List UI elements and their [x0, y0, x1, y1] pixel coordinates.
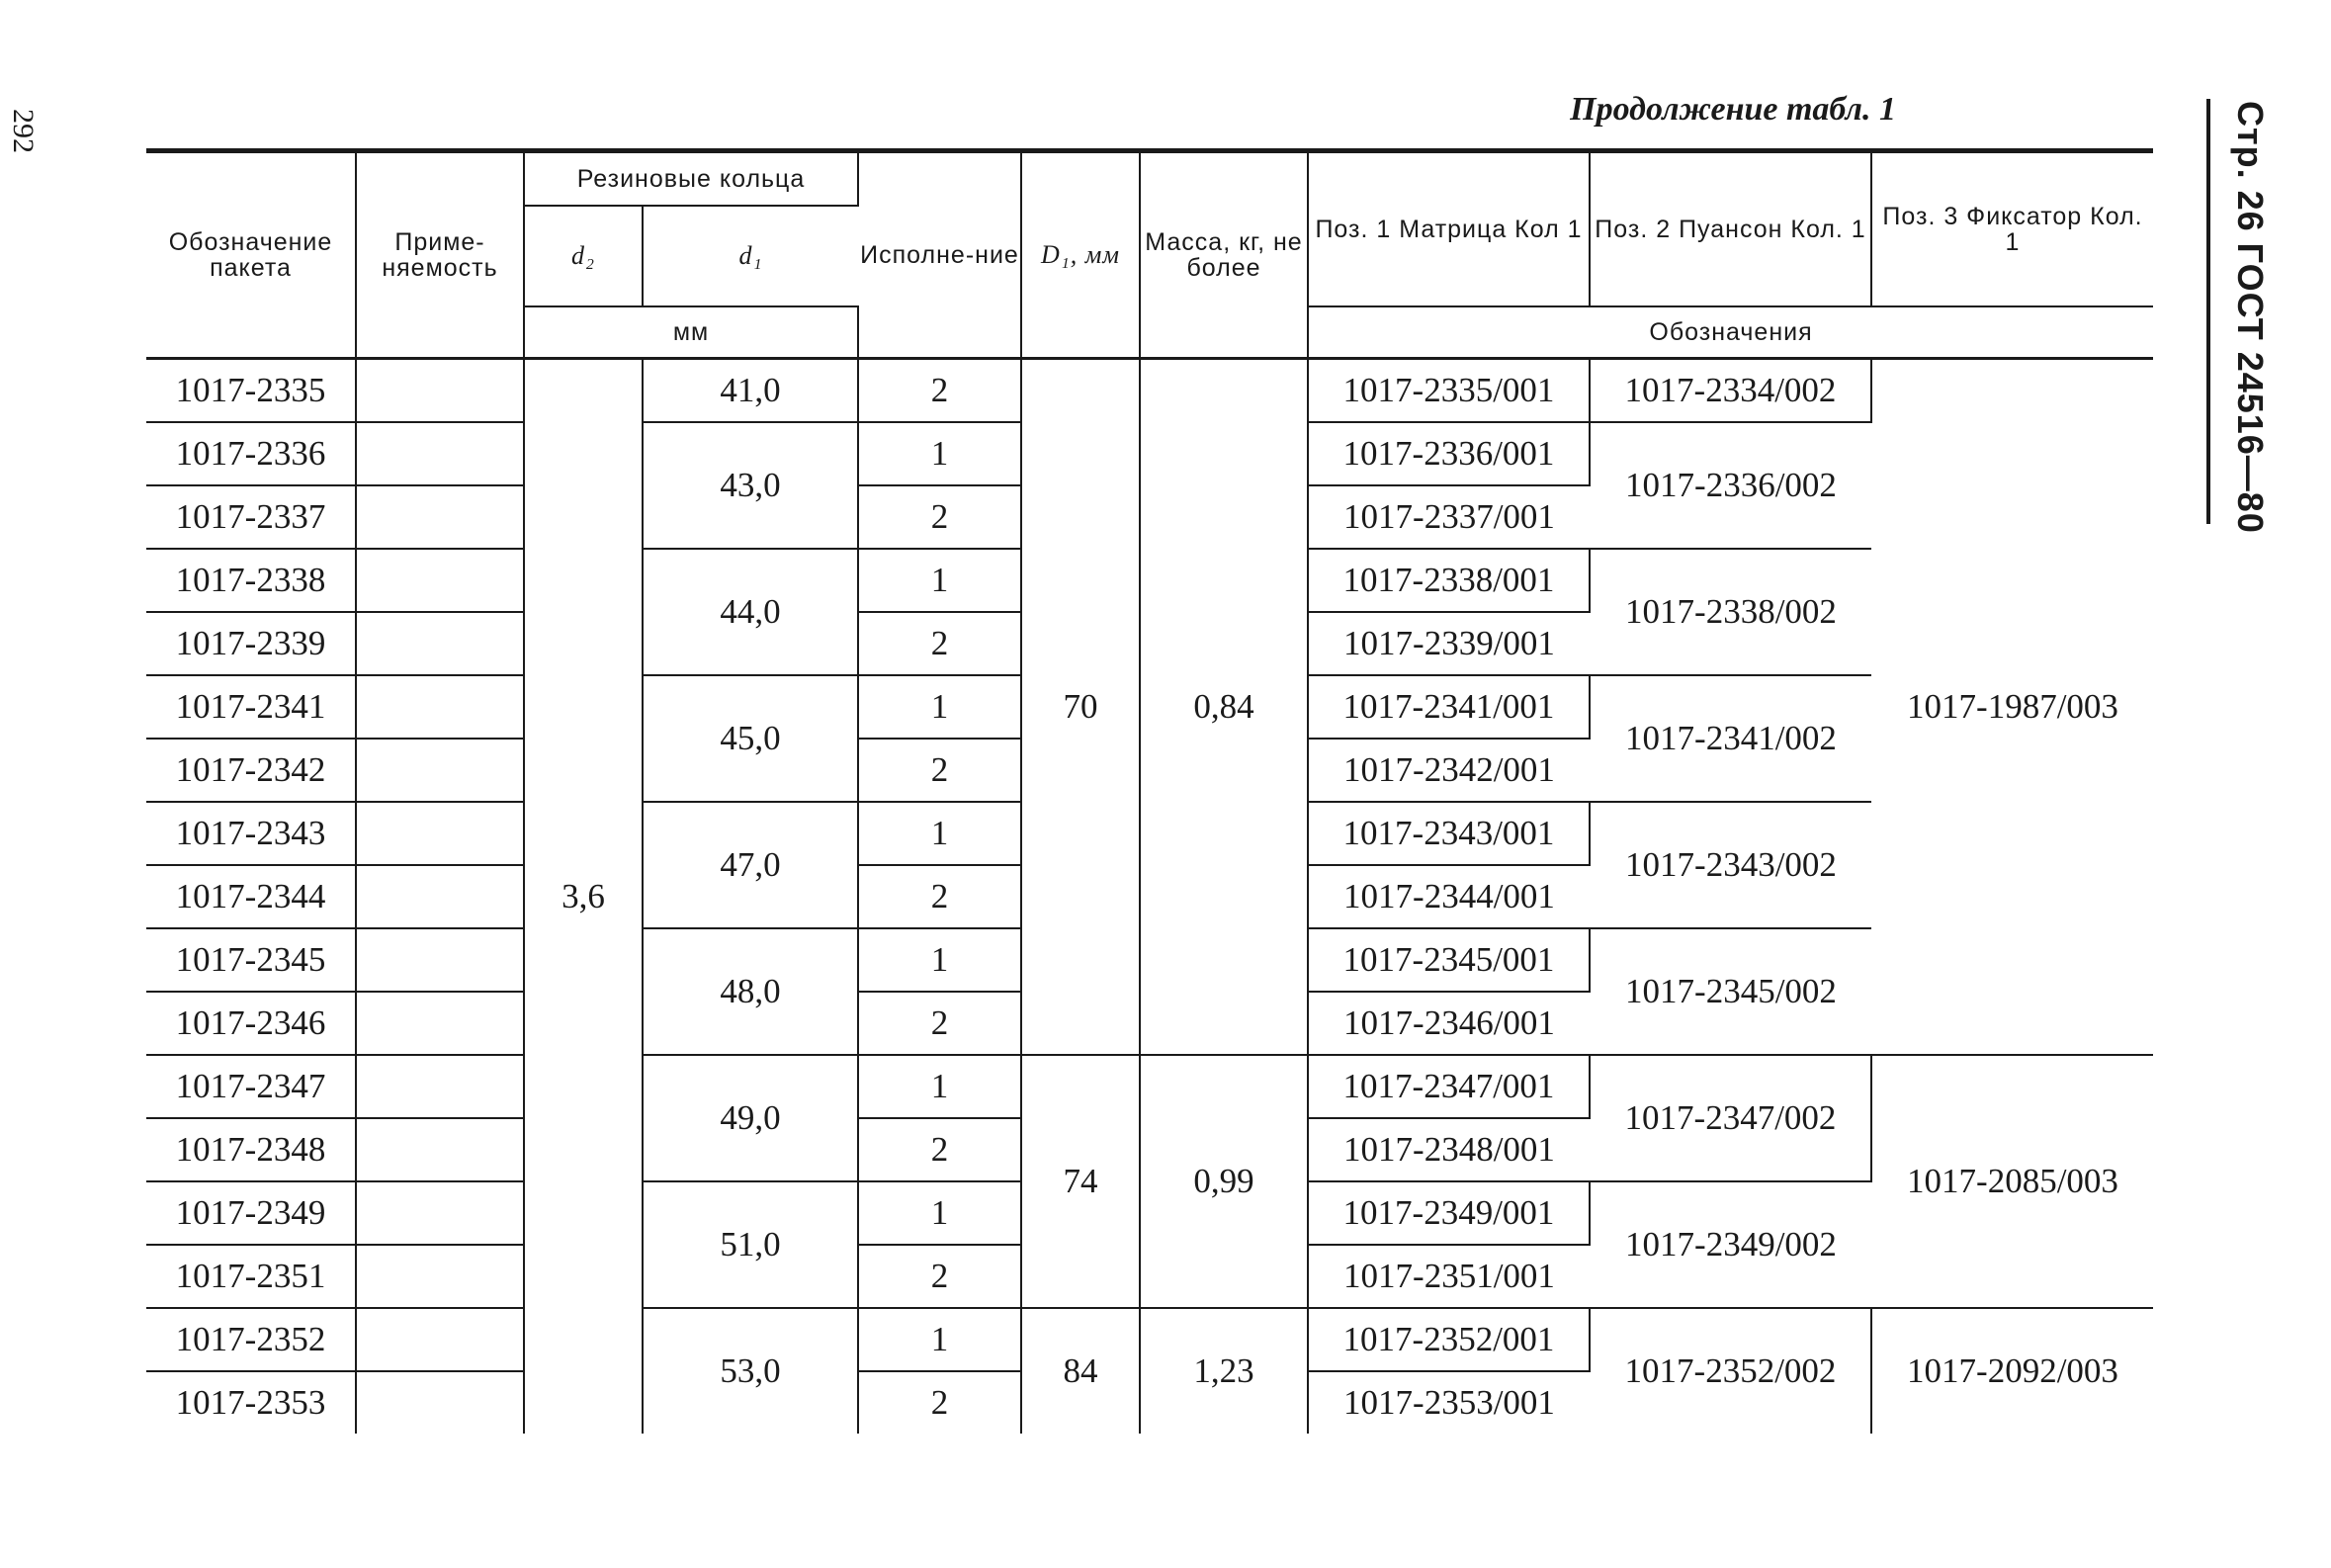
row-designation: 1017-2343 — [146, 802, 356, 865]
row-applicability — [356, 992, 524, 1055]
row-designation: 1017-2342 — [146, 739, 356, 802]
row-applicability — [356, 1371, 524, 1434]
row-version: 2 — [858, 359, 1021, 423]
pos2-cell: 1017-2352/002 — [1590, 1308, 1871, 1434]
row-designation: 1017-2338 — [146, 549, 356, 612]
row-pos1: 1017-2344/001 — [1308, 865, 1590, 928]
row-applicability — [356, 549, 524, 612]
row-pos1: 1017-2336/001 — [1308, 422, 1590, 485]
d1-cell: 47,0 — [643, 802, 858, 928]
row-pos1: 1017-2342/001 — [1308, 739, 1590, 802]
row-pos1: 1017-2345/001 — [1308, 928, 1590, 992]
row-applicability — [356, 359, 524, 423]
header-rubber-rings: Резиновые кольца — [524, 151, 858, 207]
header-designations: Обозначения — [1308, 306, 2153, 359]
row-designation: 1017-2339 — [146, 612, 356, 675]
row-version: 2 — [858, 1118, 1021, 1181]
parts-table — [146, 148, 2153, 1434]
row-pos1: 1017-2339/001 — [1308, 612, 1590, 675]
header-D1 — [1021, 151, 1140, 359]
pos2-cell: 1017-2343/002 — [1590, 802, 1871, 928]
pos2-cell: 1017-2341/002 — [1590, 675, 1871, 802]
header-D1-label: D₁, мм — [1040, 240, 1120, 269]
row-designation: 1017-2346 — [146, 992, 356, 1055]
d1-cell: 49,0 — [643, 1055, 858, 1181]
pos2-cell: 1017-2345/002 — [1590, 928, 1871, 1055]
D1-cell: 84 — [1021, 1308, 1140, 1434]
row-pos1: 1017-2347/001 — [1308, 1055, 1590, 1118]
row-designation: 1017-2347 — [146, 1055, 356, 1118]
row-applicability — [356, 1308, 524, 1371]
row-version: 2 — [858, 739, 1021, 802]
row-designation: 1017-2336 — [146, 422, 356, 485]
mass-cell: 1,23 — [1140, 1308, 1308, 1434]
row-applicability — [356, 1245, 524, 1308]
row-version: 2 — [858, 865, 1021, 928]
header-pos3: Поз. 3 Фиксатор Кол. 1 — [1871, 151, 2153, 307]
mass-cell: 0,99 — [1140, 1055, 1308, 1308]
d1-cell: 53,0 — [643, 1308, 858, 1434]
row-designation: 1017-2353 — [146, 1371, 356, 1434]
header-pos1: Поз. 1 Матрица Кол 1 — [1308, 151, 1590, 307]
d1-cell: 43,0 — [643, 422, 858, 549]
standard-reference: Стр. 26 ГОСТ 24516—80 — [2230, 101, 2271, 534]
table-row — [146, 359, 2153, 423]
row-designation: 1017-2337 — [146, 485, 356, 549]
row-pos1: 1017-2348/001 — [1308, 1118, 1590, 1181]
row-applicability — [356, 485, 524, 549]
header-d1 — [643, 206, 858, 306]
d1-cell: 44,0 — [643, 549, 858, 675]
row-pos1: 1017-2351/001 — [1308, 1245, 1590, 1308]
header-d1-label: d₁ — [738, 241, 763, 270]
row-applicability — [356, 1055, 524, 1118]
row-pos1: 1017-2338/001 — [1308, 549, 1590, 612]
table-continuation-caption: Продолжение табл. 1 — [1570, 91, 1896, 128]
row-version: 1 — [858, 422, 1021, 485]
row-designation: 1017-2351 — [146, 1245, 356, 1308]
d1-cell: 45,0 — [643, 675, 858, 802]
row-version: 1 — [858, 675, 1021, 739]
header-designation: Обозначение пакета — [146, 151, 356, 359]
row-designation: 1017-2352 — [146, 1308, 356, 1371]
pos2-cell: 1017-2338/002 — [1590, 549, 1871, 675]
row-applicability — [356, 422, 524, 485]
pos2-cell: 1017-2336/002 — [1590, 422, 1871, 549]
row-designation: 1017-2341 — [146, 675, 356, 739]
d1-cell: 41,0 — [643, 359, 858, 423]
row-designation: 1017-2348 — [146, 1118, 356, 1181]
pos3-cell: 1017-1987/003 — [1871, 359, 2153, 1056]
row-applicability — [356, 865, 524, 928]
row-version: 1 — [858, 1055, 1021, 1118]
row-version: 1 — [858, 549, 1021, 612]
D1-cell: 70 — [1021, 359, 1140, 1056]
header-applicability: Приме-няемость — [356, 151, 524, 359]
row-version: 2 — [858, 612, 1021, 675]
header-version: Исполне-ние — [858, 151, 1021, 359]
header-mass: Масса, кг, не более — [1140, 151, 1308, 359]
row-pos1: 1017-2346/001 — [1308, 992, 1590, 1055]
pos2-cell: 1017-2334/002 — [1590, 359, 1871, 423]
row-version: 2 — [858, 992, 1021, 1055]
row-pos1: 1017-2335/001 — [1308, 359, 1590, 423]
d1-cell: 51,0 — [643, 1181, 858, 1308]
row-designation: 1017-2344 — [146, 865, 356, 928]
table-row — [146, 1055, 2153, 1118]
row-pos1: 1017-2352/001 — [1308, 1308, 1590, 1371]
row-version: 1 — [858, 1308, 1021, 1371]
row-version: 1 — [858, 1181, 1021, 1245]
row-applicability — [356, 802, 524, 865]
row-version: 2 — [858, 1245, 1021, 1308]
row-version: 1 — [858, 928, 1021, 992]
pos3-cell: 1017-2092/003 — [1907, 1351, 2118, 1390]
row-applicability — [356, 1181, 524, 1245]
table-body — [146, 359, 2153, 1435]
pos3-cell: 1017-2085/003 — [1871, 1055, 2153, 1308]
row-designation: 1017-2349 — [146, 1181, 356, 1245]
D1-cell: 74 — [1021, 1055, 1140, 1308]
header-d2-label: d₂ — [570, 241, 596, 270]
sidebar-rule — [2206, 99, 2210, 524]
row-applicability — [356, 928, 524, 992]
row-pos1: 1017-2353/001 — [1343, 1383, 1555, 1422]
header-d2 — [524, 206, 643, 306]
row-version: 2 — [858, 1371, 1021, 1434]
row-designation: 1017-2345 — [146, 928, 356, 992]
row-pos1: 1017-2349/001 — [1308, 1181, 1590, 1245]
pos2-cell: 1017-2349/002 — [1590, 1181, 1871, 1308]
row-pos1: 1017-2337/001 — [1308, 485, 1590, 549]
row-applicability — [356, 675, 524, 739]
d2-cell: 3,6 — [524, 359, 643, 1435]
table-row — [146, 1308, 2153, 1371]
row-version: 1 — [858, 802, 1021, 865]
table-header — [146, 151, 2153, 359]
header-pos2: Поз. 2 Пуансон Кол. 1 — [1590, 151, 1871, 307]
row-version: 2 — [858, 485, 1021, 549]
row-pos1: 1017-2343/001 — [1308, 802, 1590, 865]
d1-cell: 48,0 — [643, 928, 858, 1055]
page-number: 292 — [7, 109, 40, 153]
row-applicability — [356, 612, 524, 675]
row-applicability — [356, 1118, 524, 1181]
row-applicability — [356, 739, 524, 802]
pos2-cell: 1017-2347/002 — [1590, 1055, 1871, 1181]
row-pos1: 1017-2341/001 — [1308, 675, 1590, 739]
header-mm: мм — [524, 306, 858, 359]
mass-cell: 0,84 — [1140, 359, 1308, 1056]
row-designation: 1017-2335 — [146, 359, 356, 423]
